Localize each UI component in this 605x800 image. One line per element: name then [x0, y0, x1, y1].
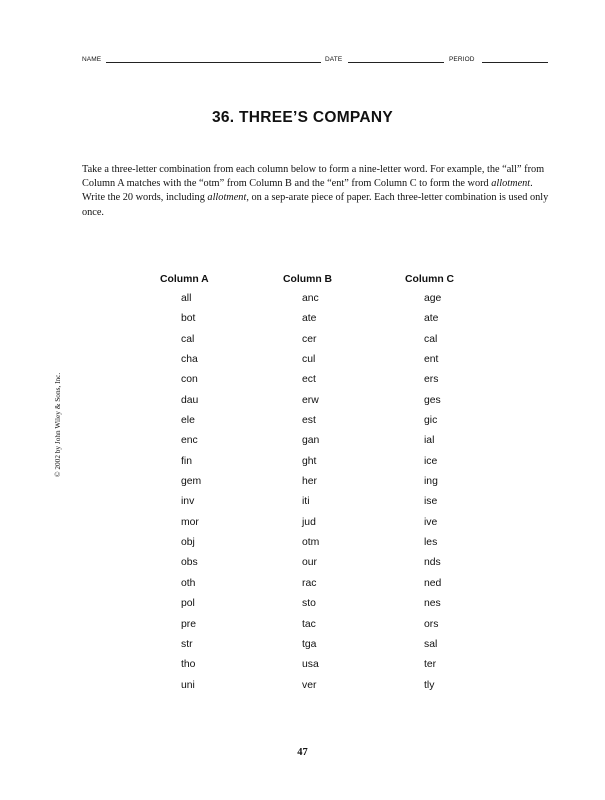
name-label: NAME: [82, 56, 102, 63]
list-item: ors: [424, 618, 439, 630]
page-title: 36. THREE’S COMPANY: [211, 109, 394, 126]
list-item: mor: [181, 516, 199, 528]
list-item: cal: [181, 333, 195, 345]
list-item: nds: [424, 557, 441, 569]
list-item: our: [302, 557, 318, 569]
period-label: PERIOD: [449, 56, 475, 63]
list-item: les: [424, 537, 438, 549]
list-item: cer: [302, 333, 317, 345]
list-item: ice: [424, 455, 438, 467]
list-item: str: [181, 638, 193, 650]
list-item: rac: [302, 577, 317, 589]
list-item: anc: [302, 293, 319, 304]
list-item: ele: [181, 415, 195, 427]
list-item: oth: [181, 577, 196, 589]
list-item: pol: [181, 598, 195, 610]
list-item: pre: [181, 618, 197, 630]
list-item: gem: [181, 476, 202, 488]
list-item: cha: [181, 354, 198, 366]
column-a-list: [160, 292, 209, 699]
list-item: her: [302, 476, 318, 488]
list-item: gan: [302, 435, 320, 447]
list-item: ges: [424, 394, 441, 406]
copyright-notice: © 2002 by John Wiley & Sons, Inc.: [53, 372, 62, 477]
date-line: [348, 62, 444, 63]
list-item: nes: [424, 598, 441, 610]
list-item: ial: [424, 435, 435, 447]
date-label: DATE: [325, 56, 343, 63]
list-item: otm: [302, 537, 320, 549]
list-item: iti: [302, 496, 310, 508]
column-c-heading: Column C: [405, 274, 455, 285]
list-item: usa: [302, 659, 319, 671]
list-item: ate: [302, 313, 317, 325]
list-item: erw: [302, 394, 319, 406]
instructions-example-word-1: allotment: [491, 178, 531, 190]
list-item: tly: [424, 679, 435, 691]
list-item: dau: [181, 394, 199, 406]
instructions-example-word-2: allotment: [207, 192, 247, 204]
list-item: ing: [424, 476, 438, 488]
list-item: est: [302, 415, 316, 427]
instructions-text-1: Take a three-letter combination from each column below to form a nine-letter word. For example, the “all” from Column A matches with the “otm” from Column B and the “ent” from Column C to form the word: [82, 164, 545, 190]
list-item: fin: [181, 455, 192, 467]
column-b-heading: Column B: [283, 274, 333, 285]
list-item: cal: [424, 333, 438, 345]
list-item: ive: [424, 516, 438, 528]
list-item: inv: [181, 496, 195, 508]
list-item: sal: [424, 638, 438, 650]
list-item: tac: [302, 618, 316, 630]
column-c: [405, 273, 454, 699]
column-b-list: [283, 292, 332, 699]
column-b: [283, 273, 332, 699]
period-line: [482, 62, 548, 63]
list-item: cul: [302, 354, 316, 366]
list-item: bot: [181, 313, 196, 325]
list-item: uni: [181, 679, 195, 691]
list-item: gic: [424, 415, 438, 427]
worksheet-header: [82, 55, 548, 67]
instructions-text-2: . Write the 20 words, including: [82, 178, 533, 204]
page-number: 47: [297, 747, 308, 758]
column-a-heading: Column A: [160, 274, 209, 285]
list-item: obj: [181, 537, 195, 549]
list-item: ver: [302, 679, 317, 691]
list-item: jud: [302, 516, 316, 528]
list-item: ght: [302, 455, 317, 467]
list-item: ned: [424, 577, 442, 589]
list-item: ers: [424, 374, 439, 386]
list-item: all: [181, 293, 192, 304]
list-item: con: [181, 374, 198, 386]
list-item: tho: [181, 659, 196, 671]
list-item: sto: [302, 598, 316, 610]
list-item: obs: [181, 557, 198, 569]
column-c-list: [405, 292, 454, 699]
list-item: ate: [424, 313, 439, 325]
instructions-paragraph: [82, 163, 552, 220]
list-item: ect: [302, 374, 316, 386]
list-item: ise: [424, 496, 438, 508]
list-item: ter: [424, 659, 437, 671]
list-item: enc: [181, 435, 198, 447]
column-a: [160, 273, 209, 699]
list-item: tga: [302, 638, 317, 650]
instructions-text-3: , on a sep-arate piece of paper. Each three-letter combination is used only once.: [82, 192, 549, 218]
list-item: age: [424, 293, 442, 304]
list-item: ent: [424, 354, 439, 366]
name-line: [106, 62, 321, 63]
